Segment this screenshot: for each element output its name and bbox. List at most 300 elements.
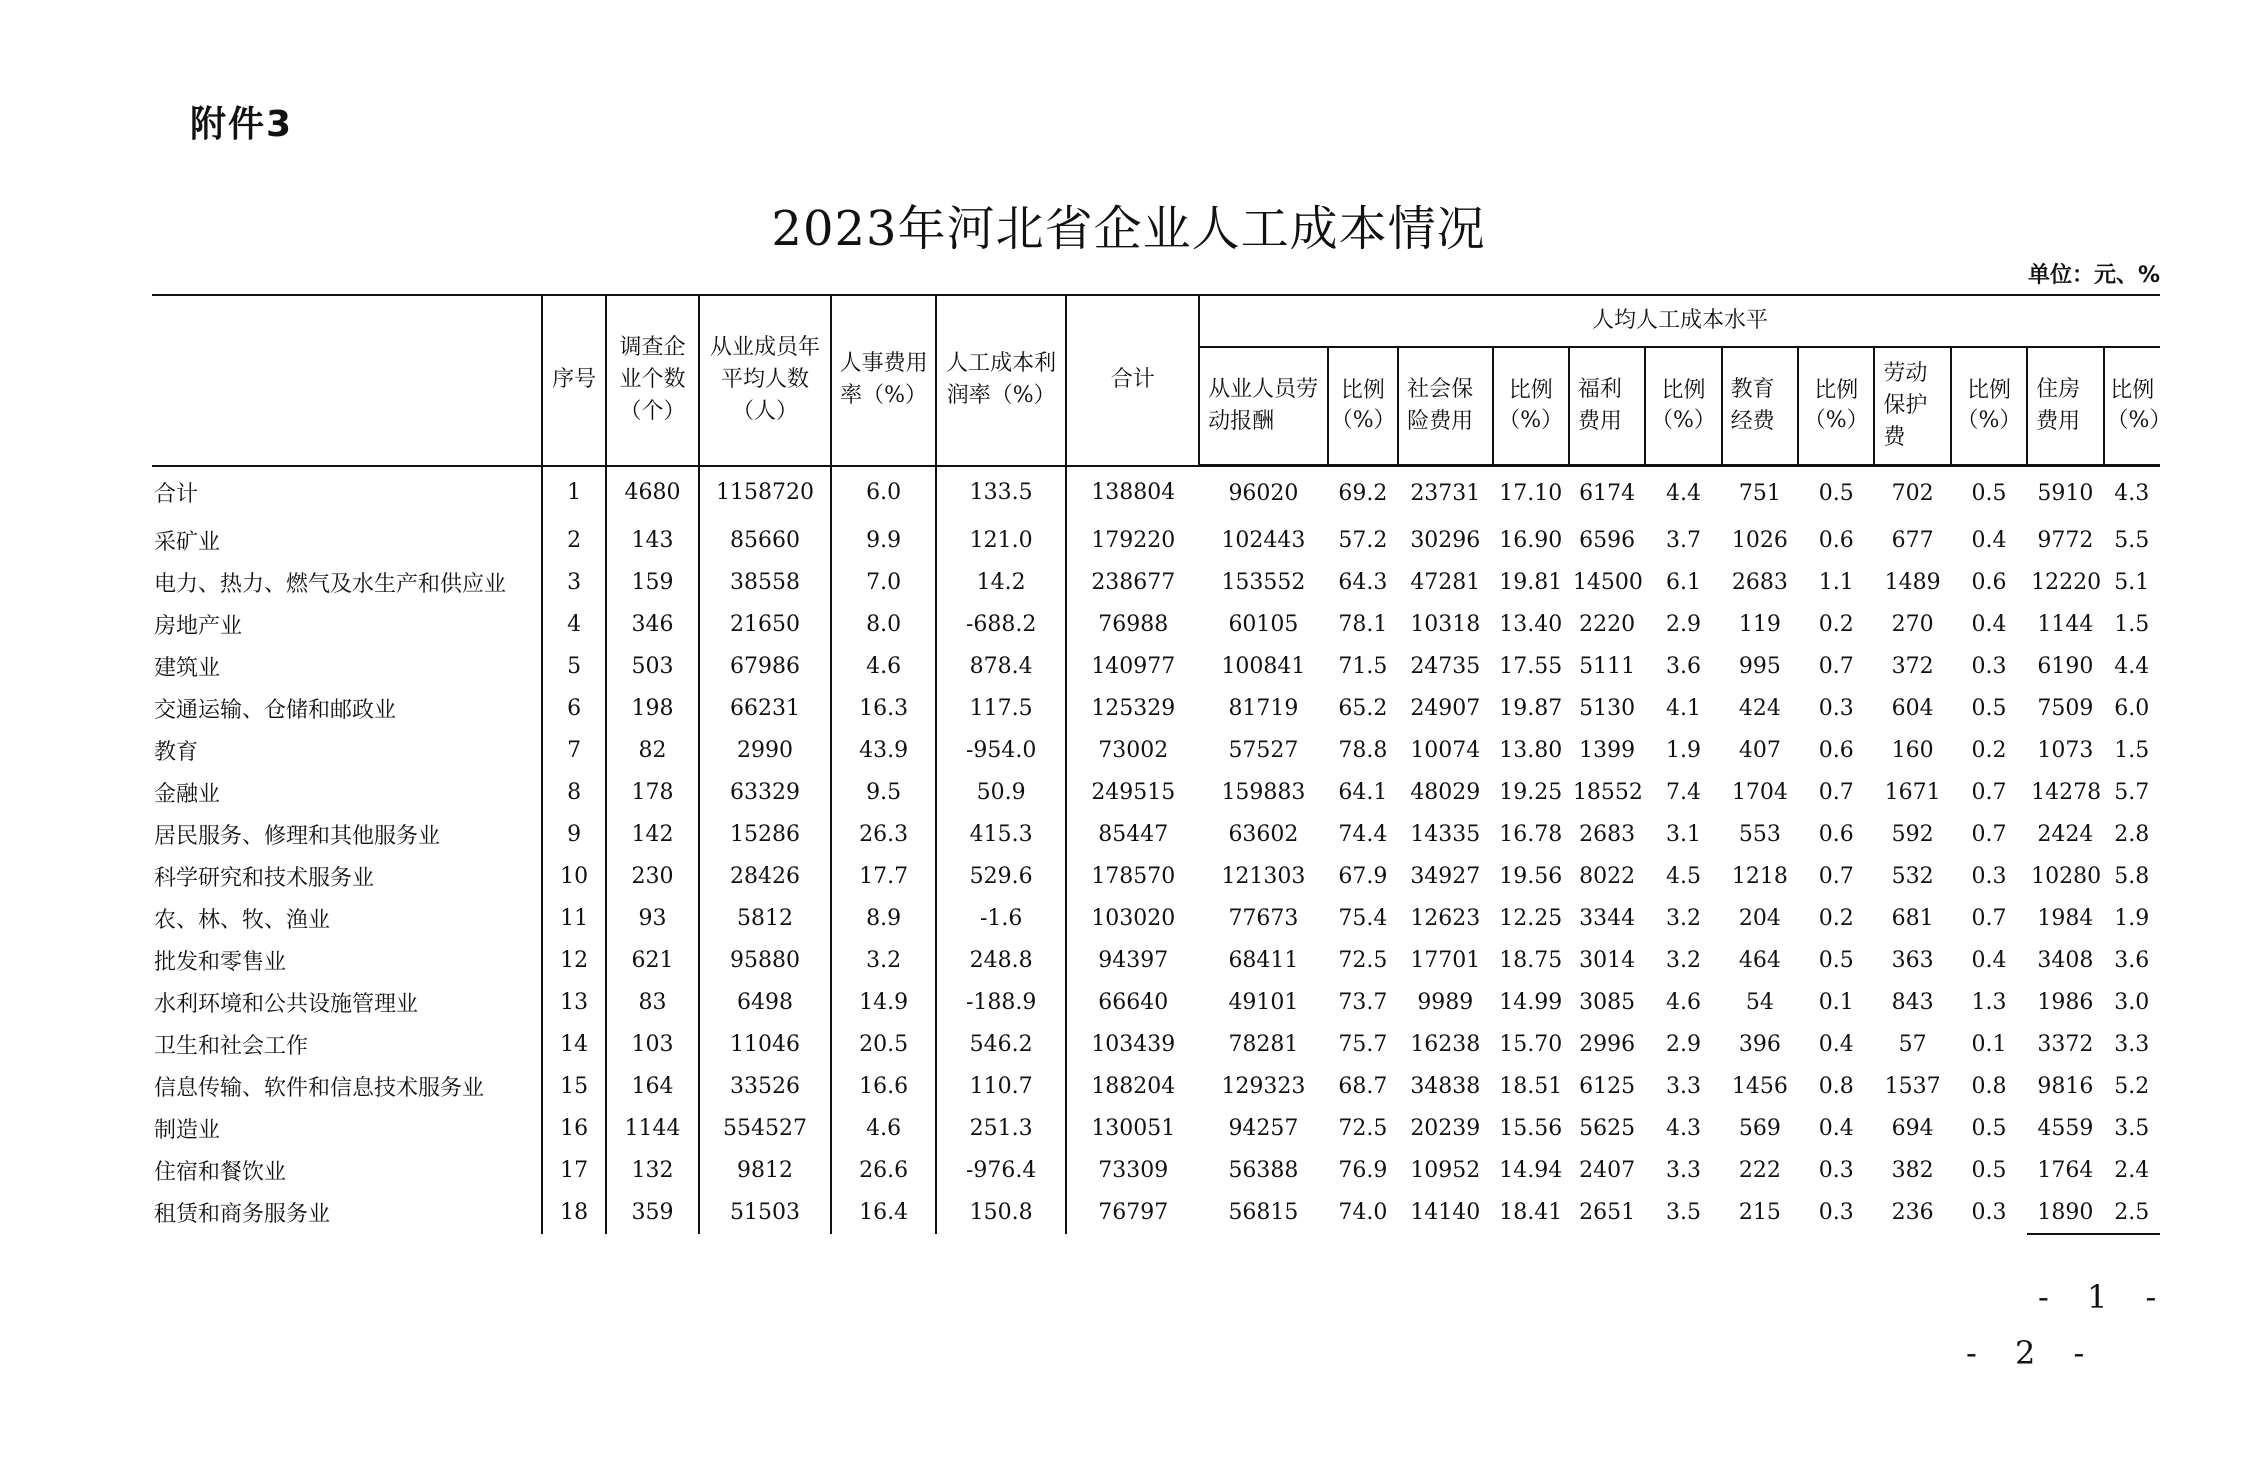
seq-cell: 6 <box>542 687 606 729</box>
industry-name: 科学研究和技术服务业 <box>152 855 542 897</box>
social-ratio-cell: 18.41 <box>1499 1200 1563 1225</box>
protection-ratio-cell: 0.4 <box>1971 527 2007 553</box>
personnel-rate-cell: 16.3 <box>831 687 936 729</box>
social-cell: 10074 <box>1410 737 1481 763</box>
education-ratio-cell: 0.2 <box>1818 905 1854 931</box>
housing-ratio-cell: 4.3 <box>2114 480 2150 506</box>
protection-header: 劳动保护费 <box>1874 347 1950 466</box>
profit-rate-cell: 248.8 <box>936 939 1067 981</box>
personnel-rate-header: 人事费用率（%） <box>831 295 936 466</box>
protection-ratio-cell: 0.7 <box>1971 905 2007 931</box>
housing-ratio-cell: 5.5 <box>2114 527 2150 553</box>
housing-ratio-cell: 6.0 <box>2114 695 2150 721</box>
enterprises-header: 调查企业个数（个） <box>606 295 698 466</box>
table-body <box>152 466 2160 1235</box>
personnel-rate-cell: 9.9 <box>831 519 936 561</box>
seq-cell: 15 <box>542 1065 606 1107</box>
welfare-cell: 14500 <box>1572 569 1643 595</box>
wages-ratio-cell: 75.4 <box>1338 905 1388 931</box>
wages-cell: 78281 <box>1228 1031 1299 1057</box>
housing-cell: 14278 <box>2031 779 2102 805</box>
education-cell: 569 <box>1738 1115 1781 1141</box>
table-row <box>152 1023 2160 1065</box>
welfare-ratio-cell: 2.9 <box>1665 611 1701 637</box>
protection-ratio-cell: 0.5 <box>1971 1115 2007 1141</box>
social-cell: 14335 <box>1410 821 1481 847</box>
protection-cell: 1671 <box>1884 779 1941 805</box>
social-cell: 24735 <box>1410 653 1481 679</box>
employees-cell: 1158720 <box>699 466 832 520</box>
education-ratio-cell: 1.1 <box>1818 569 1854 595</box>
personnel-rate-cell: 26.6 <box>831 1149 936 1191</box>
welfare-ratio-cell: 3.1 <box>1665 821 1701 847</box>
social-ratio-cell: 18.51 <box>1499 1073 1563 1099</box>
wages-ratio-cell: 57.2 <box>1338 527 1388 553</box>
personnel-rate-cell: 14.9 <box>831 981 936 1023</box>
unit-label: 单位：元、% <box>2027 263 2160 288</box>
education-cell: 222 <box>1738 1157 1781 1183</box>
welfare-ratio-cell: 1.9 <box>1665 737 1701 763</box>
housing-cell: 7509 <box>2037 695 2094 721</box>
education-ratio-cell: 0.5 <box>1818 947 1854 973</box>
enterprises-cell: 82 <box>606 729 698 771</box>
table-row <box>152 603 2160 645</box>
protection-ratio-cell: 0.4 <box>1971 947 2007 973</box>
employees-cell: 66231 <box>699 687 832 729</box>
education-cell: 553 <box>1738 821 1781 847</box>
protection-ratio-cell: 0.7 <box>1971 821 2007 847</box>
education-cell: 751 <box>1738 480 1781 506</box>
housing-ratio-cell: 2.4 <box>2114 1157 2150 1183</box>
total-cell: 85447 <box>1098 821 1169 847</box>
seq-cell: 14 <box>542 1023 606 1065</box>
wages-cell: 56388 <box>1228 1157 1299 1183</box>
welfare-cell: 6125 <box>1579 1073 1636 1099</box>
social-cell: 9989 <box>1417 989 1474 1015</box>
table-row <box>152 897 2160 939</box>
housing-ratio-cell: 1.9 <box>2114 905 2150 931</box>
personnel-rate-cell: 26.3 <box>831 813 936 855</box>
protection-ratio-cell: 0.5 <box>1971 1157 2007 1183</box>
social-cell: 20239 <box>1410 1115 1481 1141</box>
education-ratio-header: 比例（%） <box>1798 347 1874 466</box>
enterprises-cell: 230 <box>606 855 698 897</box>
wages-cell: 81719 <box>1228 695 1299 721</box>
wages-cell: 100841 <box>1221 653 1306 679</box>
social-cell: 34838 <box>1410 1073 1481 1099</box>
education-cell: 424 <box>1738 695 1781 721</box>
industry-name: 水利环境和公共设施管理业 <box>152 981 542 1023</box>
industry-name: 采矿业 <box>152 519 542 561</box>
protection-ratio-cell: 0.3 <box>1971 863 2007 889</box>
personnel-rate-cell: 20.5 <box>831 1023 936 1065</box>
total-cell: 76797 <box>1098 1200 1169 1225</box>
housing-ratio-cell: 5.7 <box>2114 779 2150 805</box>
education-cell: 1456 <box>1731 1073 1788 1099</box>
education-cell: 396 <box>1738 1031 1781 1057</box>
housing-cell: 1073 <box>2037 737 2094 763</box>
social-ratio-cell: 16.78 <box>1499 821 1563 847</box>
welfare-cell: 2651 <box>1579 1200 1636 1225</box>
welfare-cell: 5130 <box>1579 695 1636 721</box>
welfare-ratio-cell: 7.4 <box>1665 779 1701 805</box>
table-row <box>152 729 2160 771</box>
employees-cell: 28426 <box>699 855 832 897</box>
wages-ratio-cell: 69.2 <box>1338 480 1388 506</box>
total-header: 合计 <box>1066 295 1199 466</box>
industry-header <box>152 295 542 466</box>
protection-ratio-cell: 0.8 <box>1971 1073 2007 1099</box>
seq-cell: 3 <box>542 561 606 603</box>
housing-cell: 9816 <box>2037 1073 2094 1099</box>
wages-cell: 102443 <box>1221 527 1306 553</box>
housing-ratio-cell: 2.8 <box>2114 821 2150 847</box>
total-cell: 125329 <box>1091 695 1176 721</box>
profit-rate-cell: 529.6 <box>936 855 1067 897</box>
table-row <box>152 1107 2160 1149</box>
industry-name: 合计 <box>152 466 542 520</box>
table-row <box>152 1065 2160 1107</box>
seq-cell: 16 <box>542 1107 606 1149</box>
housing-cell: 4559 <box>2037 1115 2094 1141</box>
education-cell: 1026 <box>1731 527 1788 553</box>
protection-cell: 236 <box>1891 1200 1934 1225</box>
housing-cell: 9772 <box>2037 527 2094 553</box>
wages-cell: 77673 <box>1228 905 1299 931</box>
employees-cell: 67986 <box>699 645 832 687</box>
wages-ratio-cell: 74.4 <box>1338 821 1388 847</box>
seq-cell: 1 <box>542 466 606 520</box>
education-ratio-cell: 0.3 <box>1818 1200 1854 1225</box>
seq-header: 序号 <box>542 295 606 466</box>
enterprises-cell: 159 <box>606 561 698 603</box>
housing-ratio-cell: 1.5 <box>2114 611 2150 637</box>
housing-cell: 5910 <box>2037 480 2094 506</box>
industry-name: 金融业 <box>152 771 542 813</box>
wages-ratio-cell: 74.0 <box>1338 1200 1388 1225</box>
industry-name: 农、林、牧、渔业 <box>152 897 542 939</box>
welfare-ratio-cell: 2.9 <box>1665 1031 1701 1057</box>
seq-cell: 13 <box>542 981 606 1023</box>
education-cell: 995 <box>1738 653 1781 679</box>
total-cell: 76988 <box>1098 611 1169 637</box>
protection-cell: 382 <box>1891 1157 1934 1183</box>
per-capita-group-header: 人均人工成本水平 <box>1199 295 2160 347</box>
welfare-ratio-cell: 3.2 <box>1665 905 1701 931</box>
protection-cell: 160 <box>1891 737 1934 763</box>
personnel-rate-cell: 43.9 <box>831 729 936 771</box>
wages-cell: 57527 <box>1228 737 1299 763</box>
education-ratio-cell: 0.6 <box>1818 527 1854 553</box>
wages-cell: 153552 <box>1221 569 1306 595</box>
social-cell: 17701 <box>1410 947 1481 973</box>
enterprises-cell: 143 <box>606 519 698 561</box>
profit-rate-cell: 14.2 <box>936 561 1067 603</box>
seq-cell: 18 <box>542 1191 606 1234</box>
employees-cell: 21650 <box>699 603 832 645</box>
housing-cell: 10280 <box>2031 863 2102 889</box>
housing-ratio-cell: 1.5 <box>2114 737 2150 763</box>
education-ratio-cell: 0.4 <box>1818 1115 1854 1141</box>
total-cell: 188204 <box>1091 1073 1176 1099</box>
employees-cell: 33526 <box>699 1065 832 1107</box>
enterprises-cell: 93 <box>606 897 698 939</box>
protection-ratio-cell: 0.2 <box>1971 737 2007 763</box>
wages-cell: 159883 <box>1221 779 1306 805</box>
industry-name: 制造业 <box>152 1107 542 1149</box>
total-cell: 66640 <box>1098 989 1169 1015</box>
wages-ratio-cell: 68.7 <box>1338 1073 1388 1099</box>
personnel-rate-cell: 4.6 <box>831 645 936 687</box>
welfare-cell: 5625 <box>1579 1115 1636 1141</box>
table-row <box>152 687 2160 729</box>
profit-rate-cell: -976.4 <box>936 1149 1067 1191</box>
seq-cell: 17 <box>542 1149 606 1191</box>
housing-header: 住房费用 <box>2027 347 2103 466</box>
employees-header: 从业成员年平均人数（人） <box>699 295 832 466</box>
social-cell: 16238 <box>1410 1031 1481 1057</box>
profit-rate-header: 人工成本利润率（%） <box>936 295 1067 466</box>
wages-ratio-cell: 71.5 <box>1338 653 1388 679</box>
housing-ratio-cell: 5.1 <box>2114 569 2150 595</box>
employees-cell: 554527 <box>699 1107 832 1149</box>
housing-cell: 2424 <box>2037 821 2094 847</box>
total-cell: 179220 <box>1091 527 1176 553</box>
welfare-ratio-cell: 3.6 <box>1665 653 1701 679</box>
welfare-cell: 1399 <box>1579 737 1636 763</box>
wages-ratio-cell: 78.1 <box>1338 611 1388 637</box>
welfare-ratio-cell: 3.3 <box>1665 1073 1701 1099</box>
social-ratio-cell: 13.40 <box>1499 611 1563 637</box>
total-cell: 94397 <box>1098 947 1169 973</box>
total-cell: 238677 <box>1091 569 1176 595</box>
profit-rate-cell: 50.9 <box>936 771 1067 813</box>
education-cell: 2683 <box>1731 569 1788 595</box>
social-cell: 14140 <box>1410 1200 1481 1225</box>
labor-cost-table <box>152 294 2172 1235</box>
profit-rate-cell: 878.4 <box>936 645 1067 687</box>
profit-rate-cell: 121.0 <box>936 519 1067 561</box>
wages-ratio-header: 比例（%） <box>1328 347 1398 466</box>
education-ratio-cell: 0.8 <box>1818 1073 1854 1099</box>
welfare-cell: 6174 <box>1579 480 1636 506</box>
industry-name: 住宿和餐饮业 <box>152 1149 542 1191</box>
employees-cell: 2990 <box>699 729 832 771</box>
wages-ratio-cell: 65.2 <box>1338 695 1388 721</box>
wages-cell: 96020 <box>1228 480 1299 506</box>
profit-rate-cell: 546.2 <box>936 1023 1067 1065</box>
table-row <box>152 1191 2160 1234</box>
social-ratio-cell: 19.81 <box>1499 569 1563 595</box>
welfare-cell: 2996 <box>1579 1031 1636 1057</box>
wages-ratio-cell: 75.7 <box>1338 1031 1388 1057</box>
industry-name: 卫生和社会工作 <box>152 1023 542 1065</box>
welfare-cell: 5111 <box>1579 653 1636 679</box>
social-cell: 30296 <box>1410 527 1481 553</box>
table-row <box>152 855 2160 897</box>
protection-ratio-cell: 0.7 <box>1971 779 2007 805</box>
total-cell: 140977 <box>1091 653 1176 679</box>
table-row <box>152 561 2160 603</box>
employees-cell: 5812 <box>699 897 832 939</box>
wages-ratio-cell: 64.1 <box>1338 779 1388 805</box>
education-cell: 119 <box>1738 611 1781 637</box>
profit-rate-cell: 251.3 <box>936 1107 1067 1149</box>
social-ratio-cell: 17.55 <box>1499 653 1563 679</box>
wages-ratio-cell: 64.3 <box>1338 569 1388 595</box>
protection-cell: 694 <box>1891 1115 1934 1141</box>
protection-cell: 1489 <box>1884 569 1941 595</box>
social-ratio-cell: 19.56 <box>1499 863 1563 889</box>
housing-ratio-cell: 3.3 <box>2114 1031 2150 1057</box>
protection-ratio-cell: 0.5 <box>1971 695 2007 721</box>
attachment-label: 附件3 <box>190 104 294 145</box>
industry-name: 交通运输、仓储和邮政业 <box>152 687 542 729</box>
personnel-rate-cell: 6.0 <box>831 466 936 520</box>
protection-ratio-cell: 0.5 <box>1971 480 2007 506</box>
employees-cell: 15286 <box>699 813 832 855</box>
personnel-rate-cell: 7.0 <box>831 561 936 603</box>
personnel-rate-cell: 16.6 <box>831 1065 936 1107</box>
total-cell: 130051 <box>1091 1115 1176 1141</box>
profit-rate-cell: 110.7 <box>936 1065 1067 1107</box>
housing-ratio-cell: 5.2 <box>2114 1073 2150 1099</box>
total-cell: 73002 <box>1098 737 1169 763</box>
total-cell: 138804 <box>1091 480 1176 506</box>
enterprises-cell: 103 <box>606 1023 698 1065</box>
protection-ratio-header: 比例（%） <box>1951 347 2027 466</box>
seq-cell: 11 <box>542 897 606 939</box>
welfare-cell: 8022 <box>1579 863 1636 889</box>
employees-cell: 85660 <box>699 519 832 561</box>
total-cell: 178570 <box>1091 863 1176 889</box>
enterprises-cell: 178 <box>606 771 698 813</box>
welfare-cell: 2220 <box>1579 611 1636 637</box>
social-cell: 10318 <box>1410 611 1481 637</box>
wages-ratio-cell: 67.9 <box>1338 863 1388 889</box>
enterprises-cell: 164 <box>606 1065 698 1107</box>
welfare-ratio-cell: 3.7 <box>1665 527 1701 553</box>
social-ratio-cell: 15.56 <box>1499 1115 1563 1141</box>
table-row <box>152 939 2160 981</box>
protection-cell: 270 <box>1891 611 1934 637</box>
protection-cell: 363 <box>1891 947 1934 973</box>
social-cell: 24907 <box>1410 695 1481 721</box>
protection-cell: 372 <box>1891 653 1934 679</box>
housing-cell: 1986 <box>2037 989 2094 1015</box>
housing-ratio-cell: 2.5 <box>2104 1191 2160 1234</box>
wages-cell: 94257 <box>1228 1115 1299 1141</box>
employees-cell: 9812 <box>699 1149 832 1191</box>
protection-ratio-cell: 0.4 <box>1971 611 2007 637</box>
wages-ratio-cell: 73.7 <box>1338 989 1388 1015</box>
employees-cell: 11046 <box>699 1023 832 1065</box>
social-ratio-cell: 15.70 <box>1499 1031 1563 1057</box>
industry-name: 教育 <box>152 729 542 771</box>
protection-ratio-cell: 0.3 <box>1971 1200 2007 1225</box>
wages-ratio-cell: 72.5 <box>1338 1115 1388 1141</box>
education-ratio-cell: 0.7 <box>1818 779 1854 805</box>
education-ratio-cell: 0.3 <box>1818 1157 1854 1183</box>
seq-cell: 10 <box>542 855 606 897</box>
seq-cell: 2 <box>542 519 606 561</box>
table-row <box>152 645 2160 687</box>
education-cell: 1704 <box>1731 779 1788 805</box>
social-ratio-cell: 14.94 <box>1499 1157 1563 1183</box>
housing-cell: 1984 <box>2037 905 2094 931</box>
seq-cell: 12 <box>542 939 606 981</box>
protection-cell: 592 <box>1891 821 1934 847</box>
social-cell: 23731 <box>1410 480 1481 506</box>
wages-cell: 49101 <box>1228 989 1299 1015</box>
housing-ratio-header: 比例（%） <box>2104 347 2160 466</box>
wages-cell: 63602 <box>1228 821 1299 847</box>
seq-cell: 9 <box>542 813 606 855</box>
profit-rate-cell: -688.2 <box>936 603 1067 645</box>
housing-cell: 1890 <box>2027 1191 2103 1234</box>
profit-rate-cell: 133.5 <box>936 466 1067 520</box>
total-cell: 103020 <box>1091 905 1176 931</box>
protection-cell: 681 <box>1891 905 1934 931</box>
page-number: - 2 - <box>1966 1334 2099 1372</box>
housing-ratio-cell: 3.5 <box>2114 1115 2150 1141</box>
seq-cell: 5 <box>542 645 606 687</box>
welfare-ratio-cell: 3.2 <box>1665 947 1701 973</box>
table-row <box>152 771 2160 813</box>
welfare-ratio-header: 比例（%） <box>1645 347 1721 466</box>
document-title: 2023年河北省企业人工成本情况 <box>771 201 1486 257</box>
education-cell: 204 <box>1738 905 1781 931</box>
education-ratio-cell: 0.3 <box>1818 695 1854 721</box>
welfare-ratio-cell: 4.3 <box>1665 1115 1701 1141</box>
housing-ratio-cell: 4.4 <box>2114 653 2150 679</box>
social-cell: 10952 <box>1410 1157 1481 1183</box>
personnel-rate-cell: 8.9 <box>831 897 936 939</box>
social-ratio-cell: 19.87 <box>1499 695 1563 721</box>
education-cell: 215 <box>1738 1200 1781 1225</box>
protection-cell: 57 <box>1898 1031 1927 1057</box>
page-number: - 1 - <box>2038 1278 2171 1316</box>
profit-rate-cell: -954.0 <box>936 729 1067 771</box>
wages-cell: 56815 <box>1228 1200 1299 1225</box>
wages-cell: 129323 <box>1221 1073 1306 1099</box>
protection-cell: 702 <box>1891 480 1934 506</box>
education-ratio-cell: 0.5 <box>1818 480 1854 506</box>
enterprises-cell: 83 <box>606 981 698 1023</box>
enterprises-cell: 1144 <box>606 1107 698 1149</box>
housing-ratio-cell: 5.8 <box>2114 863 2150 889</box>
education-ratio-cell: 0.7 <box>1818 653 1854 679</box>
wages-ratio-cell: 72.5 <box>1338 947 1388 973</box>
personnel-rate-cell: 4.6 <box>831 1107 936 1149</box>
social-ratio-cell: 17.10 <box>1499 480 1563 506</box>
protection-cell: 604 <box>1891 695 1934 721</box>
wages-ratio-cell: 76.9 <box>1338 1157 1388 1183</box>
industry-name: 居民服务、修理和其他服务业 <box>152 813 542 855</box>
welfare-cell: 18552 <box>1572 779 1643 805</box>
table-row <box>152 466 2160 520</box>
protection-cell: 532 <box>1891 863 1934 889</box>
welfare-cell: 6596 <box>1579 527 1636 553</box>
protection-ratio-cell: 1.3 <box>1971 989 2007 1015</box>
housing-cell: 6190 <box>2037 653 2094 679</box>
table-row <box>152 981 2160 1023</box>
profit-rate-cell: 117.5 <box>936 687 1067 729</box>
profit-rate-cell: 150.8 <box>936 1191 1067 1234</box>
industry-name: 电力、热力、燃气及水生产和供应业 <box>152 561 542 603</box>
housing-cell: 1144 <box>2037 611 2094 637</box>
total-cell: 103439 <box>1091 1031 1176 1057</box>
